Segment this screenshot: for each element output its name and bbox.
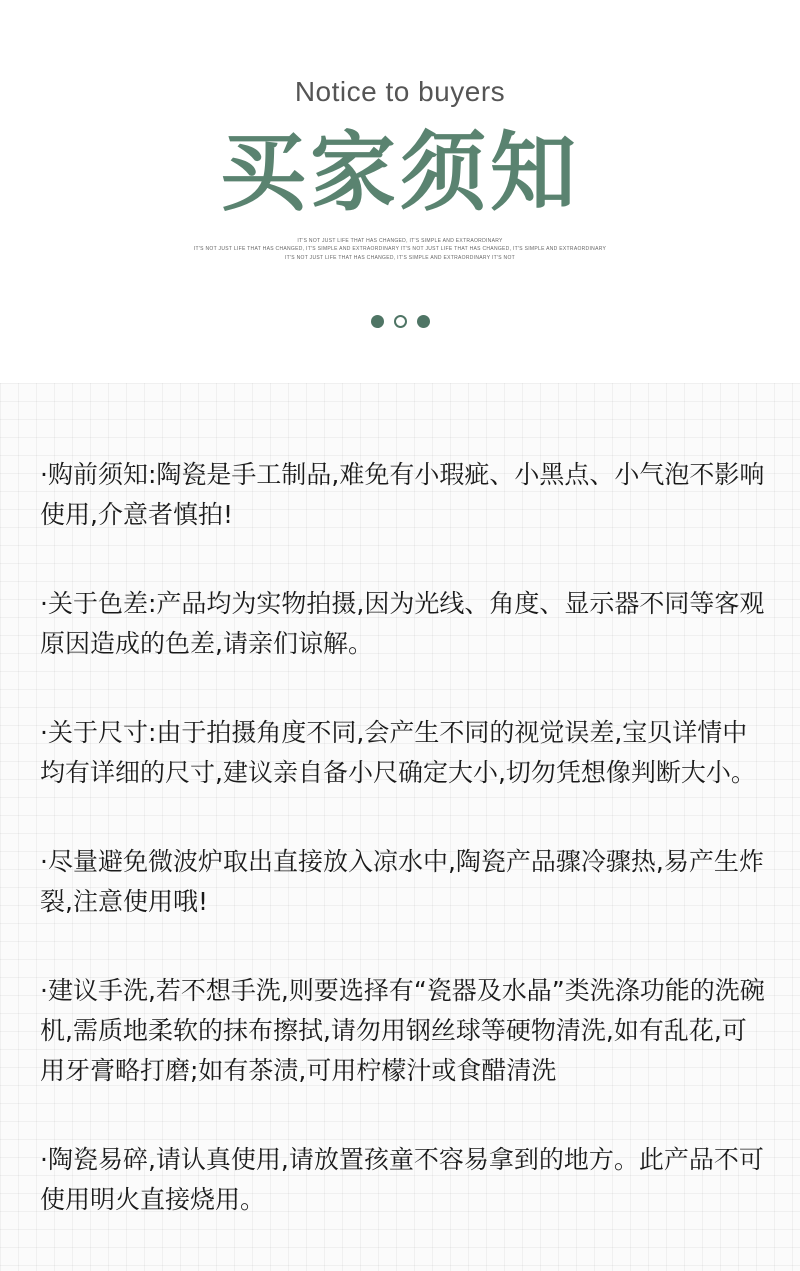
notice-item-purchase: ·购前须知:陶瓷是手工制品,难免有小瑕疵、小黑点、小气泡不影响使用,介意者慎拍! — [40, 460, 765, 529]
tagline-line: IT'S NOT JUST LIFE THAT HAS CHANGED, IT'S SIMPLE AND EXTRAORDINARY — [297, 238, 503, 244]
pagination-dot-hollow — [394, 315, 407, 328]
english-title: Notice to buyers — [294, 76, 506, 107]
notice-content — [0, 383, 800, 1271]
notice-item-color-difference: ·关于色差:产品均为实物拍摄,因为光线、角度、显示器不同等客观原因造成的色差,请亲们谅解。 — [40, 589, 765, 658]
tagline-line: IT'S NOT JUST LIFE THAT HAS CHANGED, IT'S SIMPLE AND EXTRAORDINARY IT'S NOT — [284, 255, 516, 261]
notice-item-size: ·关于尺寸:由于拍摄角度不同,会产生不同的视觉误差,宝贝详情中均有详细的尺寸,建议亲自备小尺确定大小,切勿凭想像判断大小。 — [40, 718, 756, 787]
pagination-dots — [0, 315, 800, 328]
pagination-dot-filled — [371, 315, 384, 328]
notice-item-fragile: ·陶瓷易碎,请认真使用,请放置孩童不容易拿到的地方。此产品不可使用明火直接烧用。 — [40, 1145, 764, 1214]
notice-item-washing: ·建议手洗,若不想手洗,则要选择有“瓷器及水晶”类洗涤功能的洗碗机,需质地柔软的抹布擦拭,请勿用钢丝球等硬物清洗,如有乱花,可用牙膏略打磨;如有茶渍,可用柠檬汁或食醋清洗 — [40, 976, 765, 1085]
notice-item-microwave: ·尽量避免微波炉取出直接放入凉水中,陶瓷产品骤冷骤热,易产生炸裂,注意使用哦! — [40, 847, 764, 916]
notice-list — [40, 455, 770, 1269]
tagline-line: IT'S NOT JUST LIFE THAT HAS CHANGED, IT'S SIMPLE AND EXTRAORDINARY IT'S NOT JUST LIFE THAT HAS CHANGED, IT'S SIMPLE AND EXTRAORDINARY — [193, 246, 607, 252]
header-section — [0, 0, 800, 383]
pagination-dot-filled — [417, 315, 430, 328]
chinese-title: 买家须知 — [220, 123, 580, 223]
